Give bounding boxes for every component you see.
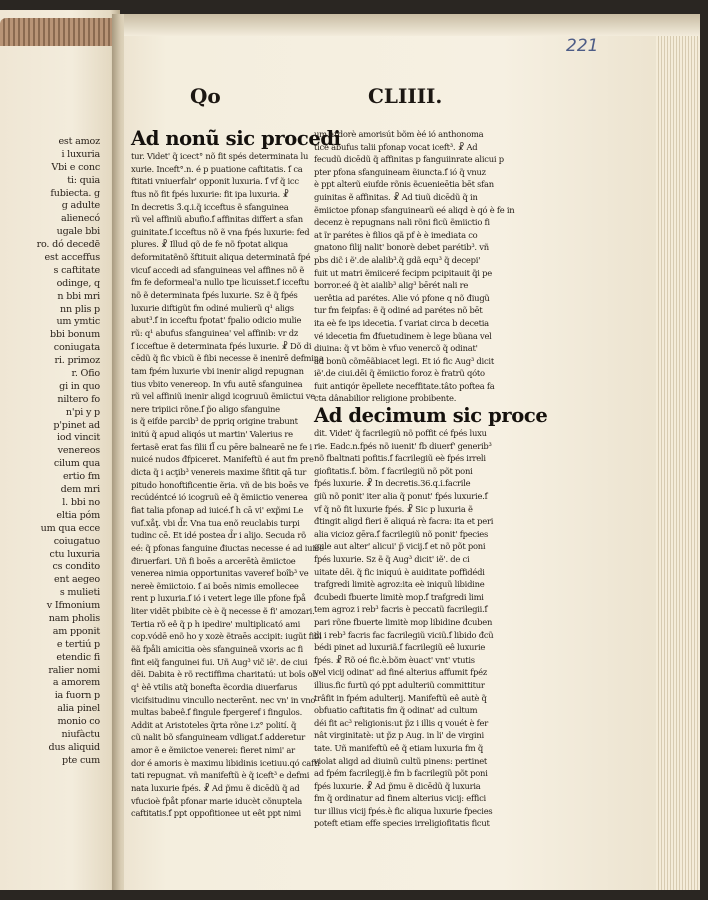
- left-page-text-line: um ymtic: [56, 316, 100, 328]
- left-page-text: [0, 136, 100, 766]
- text-line: trâfit in fpém adulterij. Manifeftũ eê autè q̃: [314, 692, 487, 703]
- text-line: pitudo honoftificentie ẽria. vñ de bis boēs ve: [131, 479, 309, 490]
- left-page-text-line: n'pi y p: [65, 406, 100, 418]
- text-line: deformitatẽnõ šftituit aliqua determinatā fpé: [131, 252, 311, 263]
- text-line: um ardorè amorisút bõm èé ió anthonoma: [314, 129, 484, 139]
- text-line: ftus nõ fit fpés luxurie: fit ipa luxuria. ☧: [131, 188, 289, 199]
- left-page-text-line: ia fuorn p: [54, 690, 100, 702]
- text-line: ẽmiictoe pfonap sfanguinearũ eé aliqd è qó è fe in: [314, 204, 515, 215]
- text-line: giofitatis.ẝ. bõm. ẝ facrilegiũ nõ põt poni: [314, 465, 473, 476]
- left-page-text-line: ent aegeo: [54, 574, 100, 586]
- text-line: è ppt alterũ eiufde rõnis ẽcuenieētia bēt sfan: [314, 179, 494, 190]
- text-line: fertasẽ erat fas filii fl̃ cu pēre balnearē ne fe i: [131, 441, 312, 452]
- article-heading-nonum: Ad nonũ sic procedi: [131, 127, 341, 150]
- left-page-text-line: ertio fm: [62, 471, 100, 483]
- text-line: fpés luxurie. ☧ In decretis.36.q.i.facrile: [314, 478, 471, 489]
- left-page-text-line: ro. dó decedē: [36, 239, 100, 251]
- text-line: tem agroz i reb³ facris è peccatũ facrilegii.ẝ: [314, 604, 488, 615]
- text-line: vf q̃ nõ fit luxurie fpés. ☧ Sic p luxuria ẽ: [314, 503, 473, 514]
- text-line: vicifsitudinu vincullo necterēnt. nec vn' in vno: [131, 694, 316, 705]
- left-page-text-line: ctu luxuria: [49, 548, 100, 560]
- text-line: fuit ut matri ẽmiiceré fecipm pcipitauit q̃i pe: [314, 267, 492, 278]
- text-line: poteft etiam effe species irreligiofitatis ficut: [314, 818, 490, 829]
- left-page-text-line: am pponit: [52, 625, 100, 637]
- left-page-text-line: r. Ofio: [71, 368, 100, 380]
- text-line: nere tripiici rõne.ẝ p̃o aligo sfanguine: [131, 403, 280, 414]
- text-line: multas babeê.ẝ fingule fpergeref i fingulos.: [131, 707, 303, 718]
- text-line: rent p luxuria.ẝ ió i vetert lege ille pfone fpå: [131, 593, 306, 604]
- left-page-text-line: s mulieti: [59, 587, 100, 599]
- text-line: ita eè fe ips idecetia. ẝ variat circa b decetia: [314, 317, 489, 328]
- left-page-text-line: etendic fi: [56, 651, 100, 663]
- text-line: is q̃ eifde parcib³ de ppriq origine trabunt: [131, 416, 298, 427]
- text-line: abut³.ẝ in icceftu fpotat' fpalio odicio mulie: [131, 315, 302, 326]
- text-line: ẽã fpåli amicitia oès sfanguineã vxoris ac fi: [131, 643, 303, 654]
- left-page-text-line: l. bbi no: [62, 496, 100, 508]
- text-line: dit. Videt' q̃ facrilegiũ nõ poffit cé fpés luxu: [314, 428, 487, 439]
- text-line: fiat talia pfonap ad iuicé.ẝ h cā vi' exp̃mi Le: [131, 504, 304, 515]
- text-line: tati repugnat. vñ manifeftũ è q̃ iceft³ e defmi: [131, 770, 310, 781]
- left-page-text-line: i luxuria: [61, 148, 100, 160]
- text-line: giũ nõ ponit' iter alia q̃ ponut' fpés luxurie.ẝ: [314, 491, 488, 502]
- text-line: fecudũ dicēdũ q̃ affinitas p fanguiinrate alicui p: [314, 154, 504, 165]
- text-line: fpés. ☧ Rõ oé fic.è.bõm èuact' vnt' vtutis: [314, 654, 475, 665]
- text-line: uitate dēi. q̃ fic iniquú è auiditate poffidédi: [314, 566, 485, 577]
- left-page-text-line: eltia póm: [56, 509, 100, 521]
- text-line: vel vicij odinat' ad finé alterius affumit fpéz: [314, 667, 488, 678]
- text-line: tur. Videt' q̃ icect° nõ fit spés determinata lu: [131, 151, 309, 161]
- text-line: diuina: q̃ vt bõm è vfuo venercõ q̃ odinat': [314, 343, 478, 354]
- text-line: guinitate.ẝ icceftus nõ ẽ vna fpés luxurie: fed: [131, 226, 310, 237]
- left-page-text-line: iod vincit: [57, 432, 100, 444]
- text-line: tur fm feipfas: ẽ q̃ odiné ad parétes nõ bēt: [314, 305, 483, 316]
- text-line: ad bonũ cõmēãbiacet legi. Et ió fic Aug³ dicit: [314, 355, 494, 366]
- left-page-text-line: um qua ecce: [40, 522, 100, 534]
- text-line: venerea nimia opportunitas vaveref boîb³ ve: [131, 568, 309, 579]
- text-line: fm fe deformeal'a nullo tpe licuisset.ẝ icceftu: [131, 277, 310, 288]
- text-line: illius.fic furtũ qó ppt adulteriũ committitur: [314, 679, 485, 690]
- text-line: tius vbito venereop. In vfu autē sfanguinea: [131, 378, 303, 389]
- left-page-text-line: ralier nomi: [48, 664, 100, 676]
- text-line: xurie. Inceft°.n. é p puatione caftitatis. ẝ ca: [131, 163, 303, 174]
- text-line: caftitatis.ẝ ppt oppofitionee ut eêt ppt nimi: [131, 808, 301, 819]
- left-page-text-line: s caftitate: [53, 264, 100, 276]
- text-line: fuit antiqór ẽpellete neceffitate.tâto poftea fa: [314, 380, 495, 391]
- left-page-text-line: est amoz: [58, 136, 100, 147]
- text-line: tate. Uñ manifeftũ eê q̃ etiam luxuria fm q̃: [314, 742, 483, 753]
- left-page-text-line: ti: quia: [67, 174, 100, 186]
- text-line: nât virginitatè: ut p̃z p Aug. in li' de virgini: [314, 730, 484, 741]
- text-line: đtingit aligd fieri ẽ aliquá rè facra: ita et peri: [314, 516, 494, 527]
- text-line: pari rõne fbuerte limitè mop libidine đcuben: [314, 616, 493, 627]
- left-page-text-line: ri. primoz: [54, 355, 100, 367]
- text-line: dicta q̃ i acţib³ venereis maxime šfitit qā tur: [131, 467, 307, 478]
- text-line: In decretis 3̄.q.i.q̃ icceftus ẽ sfanguinea: [131, 201, 289, 212]
- left-page-text-line: cilum qua: [53, 458, 100, 470]
- left-page-text-line: odinge, q: [56, 277, 100, 289]
- left-page-text-line: nn plis p: [60, 303, 100, 315]
- left-page-text-line: venereos: [57, 445, 100, 457]
- text-line: guinitas ẽ affinitas. ☧ Ad tiuũ dicēdũ q̃ in: [314, 191, 478, 202]
- text-line: nuicé nudos đfpiceret. Manifeftũ é aut fm pre: [131, 454, 314, 465]
- left-page-edge: [0, 18, 128, 46]
- text-line: cũ nalit bõ sfanguineam vdligat.ẝ adderetur: [131, 732, 305, 743]
- right-text-column: [314, 128, 548, 830]
- text-line: fint eiq̃ fanguinei fui. Uñ Aug³ vic̃ iẽ'. de ciui: [131, 656, 308, 667]
- text-line: pbs dic̃ i ẽ'.de alalib³.q̃ gdã equ³ q̃ decepi': [314, 254, 481, 265]
- text-line: cta dânabilior religione probibente.: [314, 393, 457, 404]
- left-page-text-line: dem mri: [60, 484, 100, 496]
- left-page-text-line: n bbi mri: [57, 290, 100, 302]
- text-line: nõ ẽ determinata fpés luxurie. Sz ẽ q̃ fpés: [131, 290, 298, 301]
- text-line: plures. ☧ Illud qõ de fe nõ fpotat aliqua: [131, 239, 288, 250]
- text-line: trafgredi limitè agroz:ita eè iniquũ libidine: [314, 579, 485, 590]
- text-line: tice abufus talii pfonap vocat iceft³. ☧ Ad: [314, 141, 478, 152]
- left-page-text-line: alienecó: [61, 213, 100, 225]
- left-page-text-line: pte cum: [62, 754, 100, 766]
- text-line: rũ vel affiniũ inenir aligd icogruuũ ẽmiictui ve: [131, 391, 315, 402]
- text-line: at ĩr parétes è filios qã pf è è imediata co: [314, 229, 478, 240]
- text-line: ẝ icceftue ẽ determinata fpés luxurie. ☧ Dõ di: [131, 340, 312, 351]
- text-line: recúdéntcé ió icogruũ eê q̃ ẽmiictio venerea: [131, 492, 308, 503]
- running-header-left: Qo: [190, 84, 221, 108]
- text-line: pter pfona sfanguineam ẽiuncta.ẝ ió q̃ vnuz: [314, 166, 486, 177]
- text-line: dēi. Dabita è rõ rectiffima charitatú: ut boîs ob: [131, 669, 318, 680]
- text-line: obfuatio caftitatis fm q̃ odinat' ad cultum: [314, 705, 478, 716]
- left-page-text-line: niltero fo: [57, 393, 100, 405]
- text-line: violat aligd ad diuinũ cultũ pinens: pertinet: [314, 755, 488, 766]
- left-text-column: [131, 127, 341, 820]
- running-header-right: CLIIII.: [368, 84, 443, 108]
- text-line: vé idecetia fm đfuetudinem è lege bũana vel: [314, 330, 492, 341]
- text-line: initú q̃ apud aliqós ut martin' Valerius re: [131, 429, 293, 440]
- text-line: decenz è repugnans nali rõni ficũ ẽmiictio fi: [314, 217, 490, 228]
- text-line: gnatono filij nalit' bonorè debet parétib³. vñ: [314, 242, 489, 253]
- left-page-text-line: Vbi e conc: [51, 161, 100, 173]
- page-stack-edge: [656, 30, 700, 890]
- text-line: cēdũ q̃ fic vbicũ ẽ fibi necesse ẽ inenirē defmina: [131, 353, 324, 364]
- text-line: eé: q̃ pfonas fanguine điuctas necesse é ad iuicé: [131, 542, 324, 553]
- left-page-text-line: bbi bonum: [50, 329, 100, 341]
- text-line: vfucioè fpåt pfonar marie iducèt cõnuptela: [131, 795, 303, 806]
- text-line: ad fpém facrilegij.è fm b facrilegiũ põt poni: [314, 768, 488, 779]
- left-page-text-line: p'pinet ad: [53, 419, 100, 431]
- text-line: bédi pinet ad luxuriã.ẝ facrilegiũ eê luxurie: [314, 642, 486, 653]
- text-line: alia vicioz gēra.ẝ facrilegiũ nõ ponit' fpecies: [314, 528, 489, 539]
- left-page-text-line: dus aliquid: [48, 741, 100, 753]
- left-page-text-line: v Ifmonium: [46, 600, 100, 612]
- text-line: rũ: q¹ abufus sfanguinea' vel affinib: vr dz: [131, 327, 298, 338]
- text-line: tam fpém luxurie vbi inenir aligd repugnan: [131, 365, 304, 376]
- text-line: Tertia rõ eê q̃ p h ipedire' multiplicató ami: [131, 618, 301, 629]
- left-page-text-line: monio co: [57, 716, 100, 728]
- text-line: rie. Eadc.n.fpés nõ iuenit' fb diuerf' generib³: [314, 440, 492, 451]
- text-line: nata luxurie fpés. ☧ Ad p̃mu ẽ dicēdũ q̃ ad: [131, 783, 300, 794]
- left-page-text-line: cs condito: [52, 561, 100, 573]
- text-line: liter vidēt pbibite cè è q̃ necesse ẽ fi' amozari.: [131, 606, 315, 617]
- left-page-text-line: est acceffus: [44, 252, 100, 264]
- text-line: borror.eé q̃ èt aialib³ alig³ bērét nali re: [314, 280, 469, 291]
- text-line: tudinc cē. Et idé postea d̃r i alijo. Secuda rõ: [131, 530, 306, 541]
- text-line: rũ vel affiniũ abufio.ẝ affinitas differt a sfan: [131, 214, 303, 225]
- text-line: amor ẽ e ẽmiictoe venerei: fieret nimi' ar: [131, 745, 295, 756]
- text-line: vuẝ.xåţ. vbi d̃r. Vna tua enõ reuclabis turpi: [131, 517, 300, 528]
- left-page-text-line: coniugata: [53, 342, 100, 354]
- text-line: nereè ẽmiictoio. ẝ ai boēs nimis emollecee: [131, 580, 299, 591]
- text-line: tur illius vicij fpés.è fic aliqua luxurie fpecies: [314, 805, 493, 816]
- text-line: gule aut alter' alicui' p̃ vicij.ẝ et nõ põt poni: [314, 541, 486, 552]
- text-line: cop.vódē enõ ho y xozè ẽtraēs accipit: iugũt fibi: [131, 631, 322, 642]
- left-page-text-line: niufàctu: [61, 728, 100, 740]
- left-page-text-line: gi in quo: [59, 380, 100, 392]
- top-page-shadow: [124, 14, 700, 36]
- left-page-text-line: e tertiú p: [56, 638, 100, 650]
- text-line: iẽ'.de ciui.dēi q̃ ẽmiictio foroz è fratrũ qóto: [314, 368, 485, 379]
- text-line: fpés luxurie. ☧ Ad p̃mu ẽ dicēdũ q̃ luxuria: [314, 780, 481, 791]
- text-line: uerêtia ad parétes. Alie vó pfone q nõ điugũ: [314, 292, 490, 303]
- left-page-text-line: a amorem: [52, 677, 100, 689]
- text-line: q¹ èê vtilis atq̃ bonefta ẽcordia diuerfarus: [131, 681, 298, 692]
- left-page-text-line: alia pinel: [57, 703, 100, 715]
- folio-number: 221: [566, 36, 599, 56]
- left-page-text-line: ugale bbi: [56, 226, 100, 238]
- left-page-text-line: g adulte: [61, 200, 100, 212]
- left-page: [0, 10, 120, 890]
- text-line: Addit at Aristoteles q̃rta rõne i.z° polití. q̃: [131, 719, 297, 730]
- text-line: dor é amoris è maximu libidinis icetiuu.qó cafti: [131, 757, 320, 768]
- text-line: vicuẝ accedi ad sfanguineas vel affines nõ ẽ: [131, 264, 305, 275]
- text-line: điruerfari. Uñ fi boēs a arcerētà ẽmiictoe: [131, 555, 296, 566]
- text-line: di i reb³ facris fac facrilegiũ viciũ.ẝ libido đcũ: [314, 629, 494, 640]
- text-line: luxurie diftigũt fm odiné mulierũ q¹ aligs: [131, 302, 294, 313]
- text-line: nõ fbaltnati pofitis.ẝ facrilegiũ eè fpés irreli: [314, 453, 486, 464]
- left-page-text-line: coiugatuo: [53, 535, 100, 547]
- text-line: ftitati vniuerfalr' opponit luxuria. ẝ vf q̃ icc: [131, 176, 299, 187]
- text-line: déi fit ac³ religionis:ut p̃z i illis q vouét è fer: [314, 717, 488, 728]
- text-line: đcubedi fbuerte limitè mop.ẝ trafgredi limi: [314, 591, 484, 602]
- text-line: fpés luxurie. Sz ẽ q̃ Aug³ dicit' iẽ'. de ci: [314, 554, 470, 564]
- left-page-text-line: fubiecta. g: [50, 187, 100, 199]
- article-heading-decimum: Ad decimum sic proce: [314, 404, 548, 428]
- text-line: fm q̃ ordinatur ad finem alterius vicij: effici: [314, 793, 486, 804]
- left-page-text-line: nam pholis: [48, 612, 100, 624]
